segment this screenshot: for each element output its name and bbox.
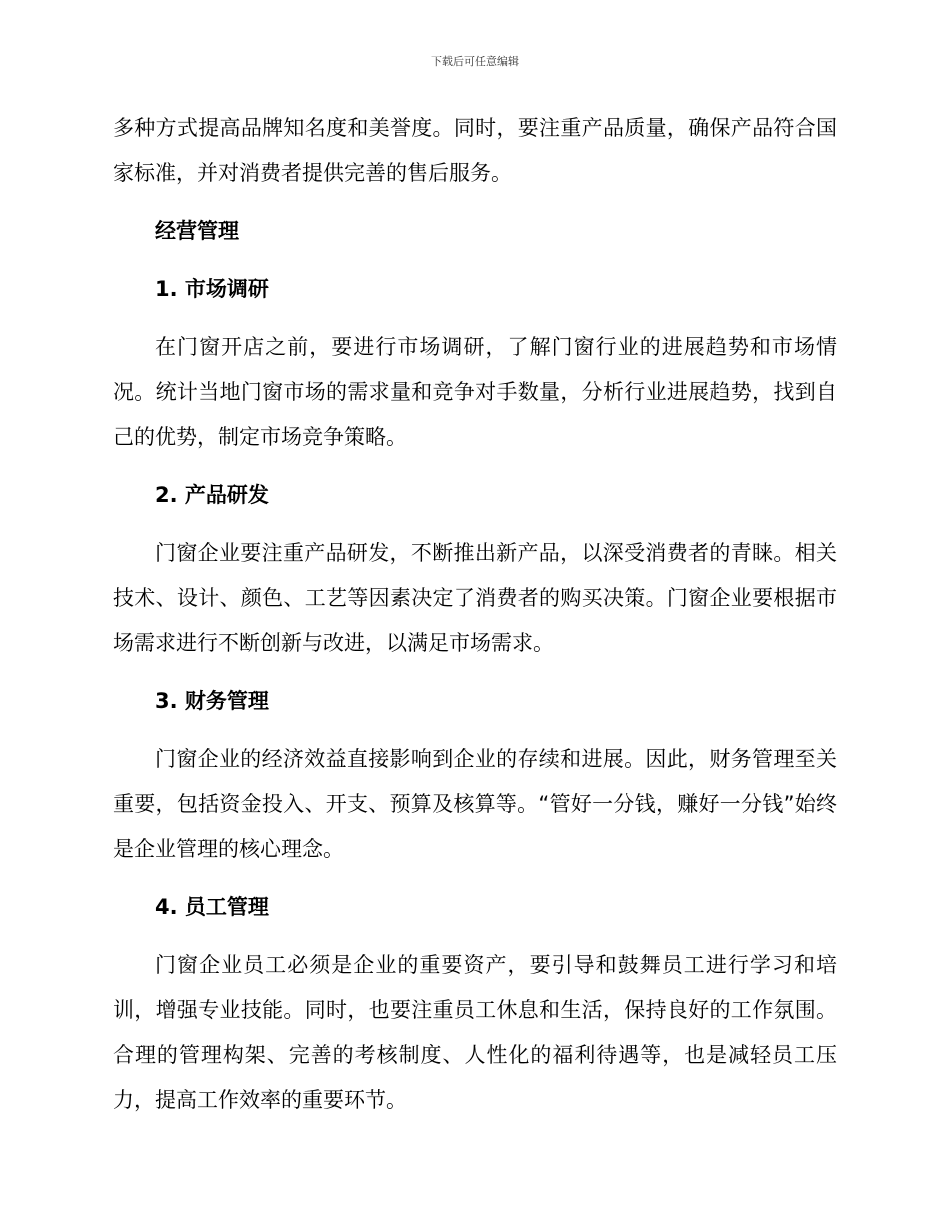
subheading-product-development: 2. 产品研发 bbox=[155, 483, 269, 507]
page-header: 下载后可任意编辑 bbox=[431, 55, 519, 68]
section-heading-operations: 经营管理 bbox=[155, 219, 239, 243]
subheading-market-research: 1. 市场调研 bbox=[155, 277, 269, 301]
paragraph-intro: 多种方式提高品牌知名度和美誉度。同时，要注重产品质量，确保产品符合国家标准，并对消费者提供完善的售后服务。 bbox=[113, 116, 837, 185]
subheading-staff-management: 4. 员工管理 bbox=[155, 895, 269, 919]
document-body bbox=[113, 106, 837, 1136]
subheading-financial-management: 3. 财务管理 bbox=[155, 689, 269, 713]
paragraph-market-research: 在门窗开店之前，要进行市场调研，了解门窗行业的进展趋势和市场情况。统计当地门窗市场的需求量和竞争对手数量，分析行业进展趋势，找到自己的优势，制定市场竞争策略。 bbox=[113, 335, 837, 449]
paragraph-product-development: 门窗企业要注重产品研发，不断推出新产品，以深受消费者的青睐。相关技术、设计、颜色、工艺等因素决定了消费者的购买决策。门窗企业要根据市场需求进行不断创新与改进，以满足市场需求。 bbox=[113, 541, 837, 655]
paragraph-staff-management: 门窗企业员工必须是企业的重要资产，要引导和鼓舞员工进行学习和培训，增强专业技能。同时，也要注重员工休息和生活，保持良好的工作氛围。合理的管理构架、完善的考核制度、人性化的福利待遇等，也是减轻员工压力，提高工作效率的重要环节。 bbox=[113, 953, 837, 1112]
paragraph-financial-management: 门窗企业的经济效益直接影响到企业的存续和进展。因此，财务管理至关重要，包括资金投入、开支、预算及核算等。“管好一分钱，赚好一分钱”始终是企业管理的核心理念。 bbox=[113, 747, 837, 861]
